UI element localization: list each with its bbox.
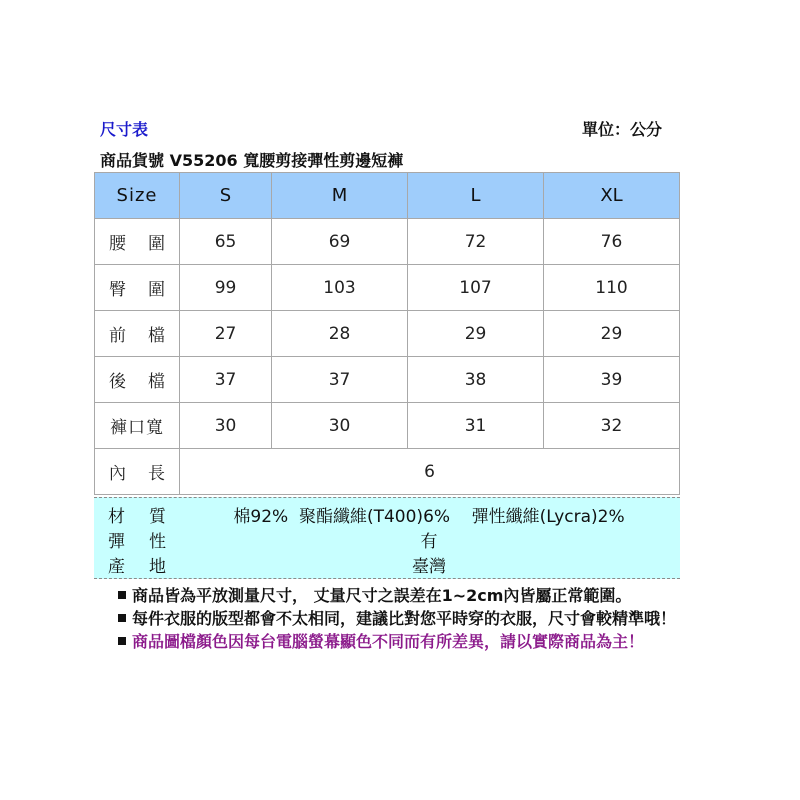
size-table bbox=[94, 172, 680, 495]
table-cell: 28 bbox=[272, 311, 408, 357]
elasticity-value: 有 bbox=[420, 532, 438, 552]
row-label: 腰 圍 bbox=[95, 219, 180, 265]
table-cell: 107 bbox=[408, 265, 544, 311]
table-cell: 29 bbox=[544, 311, 680, 357]
page-title: 尺寸表 bbox=[100, 120, 149, 139]
table-row bbox=[95, 311, 680, 357]
table-cell: 37 bbox=[272, 357, 408, 403]
table-row bbox=[95, 357, 680, 403]
size-corner-cell: Size bbox=[95, 173, 180, 219]
notes-list bbox=[118, 583, 676, 652]
unit-label: 單位：公分 bbox=[582, 120, 663, 139]
table-cell: 103 bbox=[272, 265, 408, 311]
table-cell: 65 bbox=[180, 219, 272, 265]
row-label: 褲口寬 bbox=[95, 403, 180, 449]
product-label: 商品貨號 bbox=[100, 151, 165, 170]
table-cell: 30 bbox=[180, 403, 272, 449]
material-row bbox=[94, 502, 680, 526]
note-item: 商品皆為平放測量尺寸， 丈量尺寸之誤差在1~2cm內皆屬正常範圍。 bbox=[118, 583, 676, 606]
table-cell: 37 bbox=[180, 357, 272, 403]
origin-value: 臺灣 bbox=[412, 557, 446, 577]
table-cell: 38 bbox=[408, 357, 544, 403]
table-cell: 76 bbox=[544, 219, 680, 265]
row-label: 後 檔 bbox=[95, 357, 180, 403]
table-cell: 39 bbox=[544, 357, 680, 403]
size-header-cell: XL bbox=[544, 173, 680, 219]
size-header-cell: M bbox=[272, 173, 408, 219]
table-row bbox=[95, 449, 680, 495]
note-item-highlight: 商品圖檔顏色因每台電腦螢幕顯色不同而有所差異，請以實際商品為主！ bbox=[118, 629, 676, 652]
product-line bbox=[100, 148, 403, 171]
product-name: 寬腰剪接彈性剪邊短褲 bbox=[243, 151, 404, 170]
table-cell: 110 bbox=[544, 265, 680, 311]
material-label: 材 質 bbox=[108, 507, 166, 527]
origin-row bbox=[94, 552, 680, 576]
table-row bbox=[95, 219, 680, 265]
row-label: 內 長 bbox=[95, 449, 180, 495]
material-value: 棉92% 聚酯纖維(T400)6% 彈性纖維(Lycra)2% bbox=[233, 507, 625, 527]
product-code: V55206 bbox=[169, 151, 238, 170]
table-cell: 31 bbox=[408, 403, 544, 449]
table-cell: 99 bbox=[180, 265, 272, 311]
bullet-icon bbox=[118, 591, 126, 599]
table-cell: 69 bbox=[272, 219, 408, 265]
table-cell: 30 bbox=[272, 403, 408, 449]
row-label: 前 檔 bbox=[95, 311, 180, 357]
table-cell: 27 bbox=[180, 311, 272, 357]
bullet-icon bbox=[118, 614, 126, 622]
size-header-cell: S bbox=[180, 173, 272, 219]
inseam-value: 6 bbox=[180, 449, 680, 495]
row-label: 臀 圍 bbox=[95, 265, 180, 311]
table-row bbox=[95, 265, 680, 311]
table-row bbox=[95, 403, 680, 449]
elasticity-row bbox=[94, 527, 680, 551]
size-header-cell: L bbox=[408, 173, 544, 219]
material-panel bbox=[94, 497, 680, 579]
note-item: 每件衣服的版型都會不太相同，建議比對您平時穿的衣服，尺寸會較精準哦！ bbox=[118, 606, 676, 629]
bullet-icon bbox=[118, 637, 126, 645]
table-cell: 32 bbox=[544, 403, 680, 449]
size-header-row bbox=[95, 173, 680, 219]
table-cell: 29 bbox=[408, 311, 544, 357]
elasticity-label: 彈 性 bbox=[108, 532, 166, 552]
origin-label: 產 地 bbox=[108, 557, 166, 577]
table-cell: 72 bbox=[408, 219, 544, 265]
